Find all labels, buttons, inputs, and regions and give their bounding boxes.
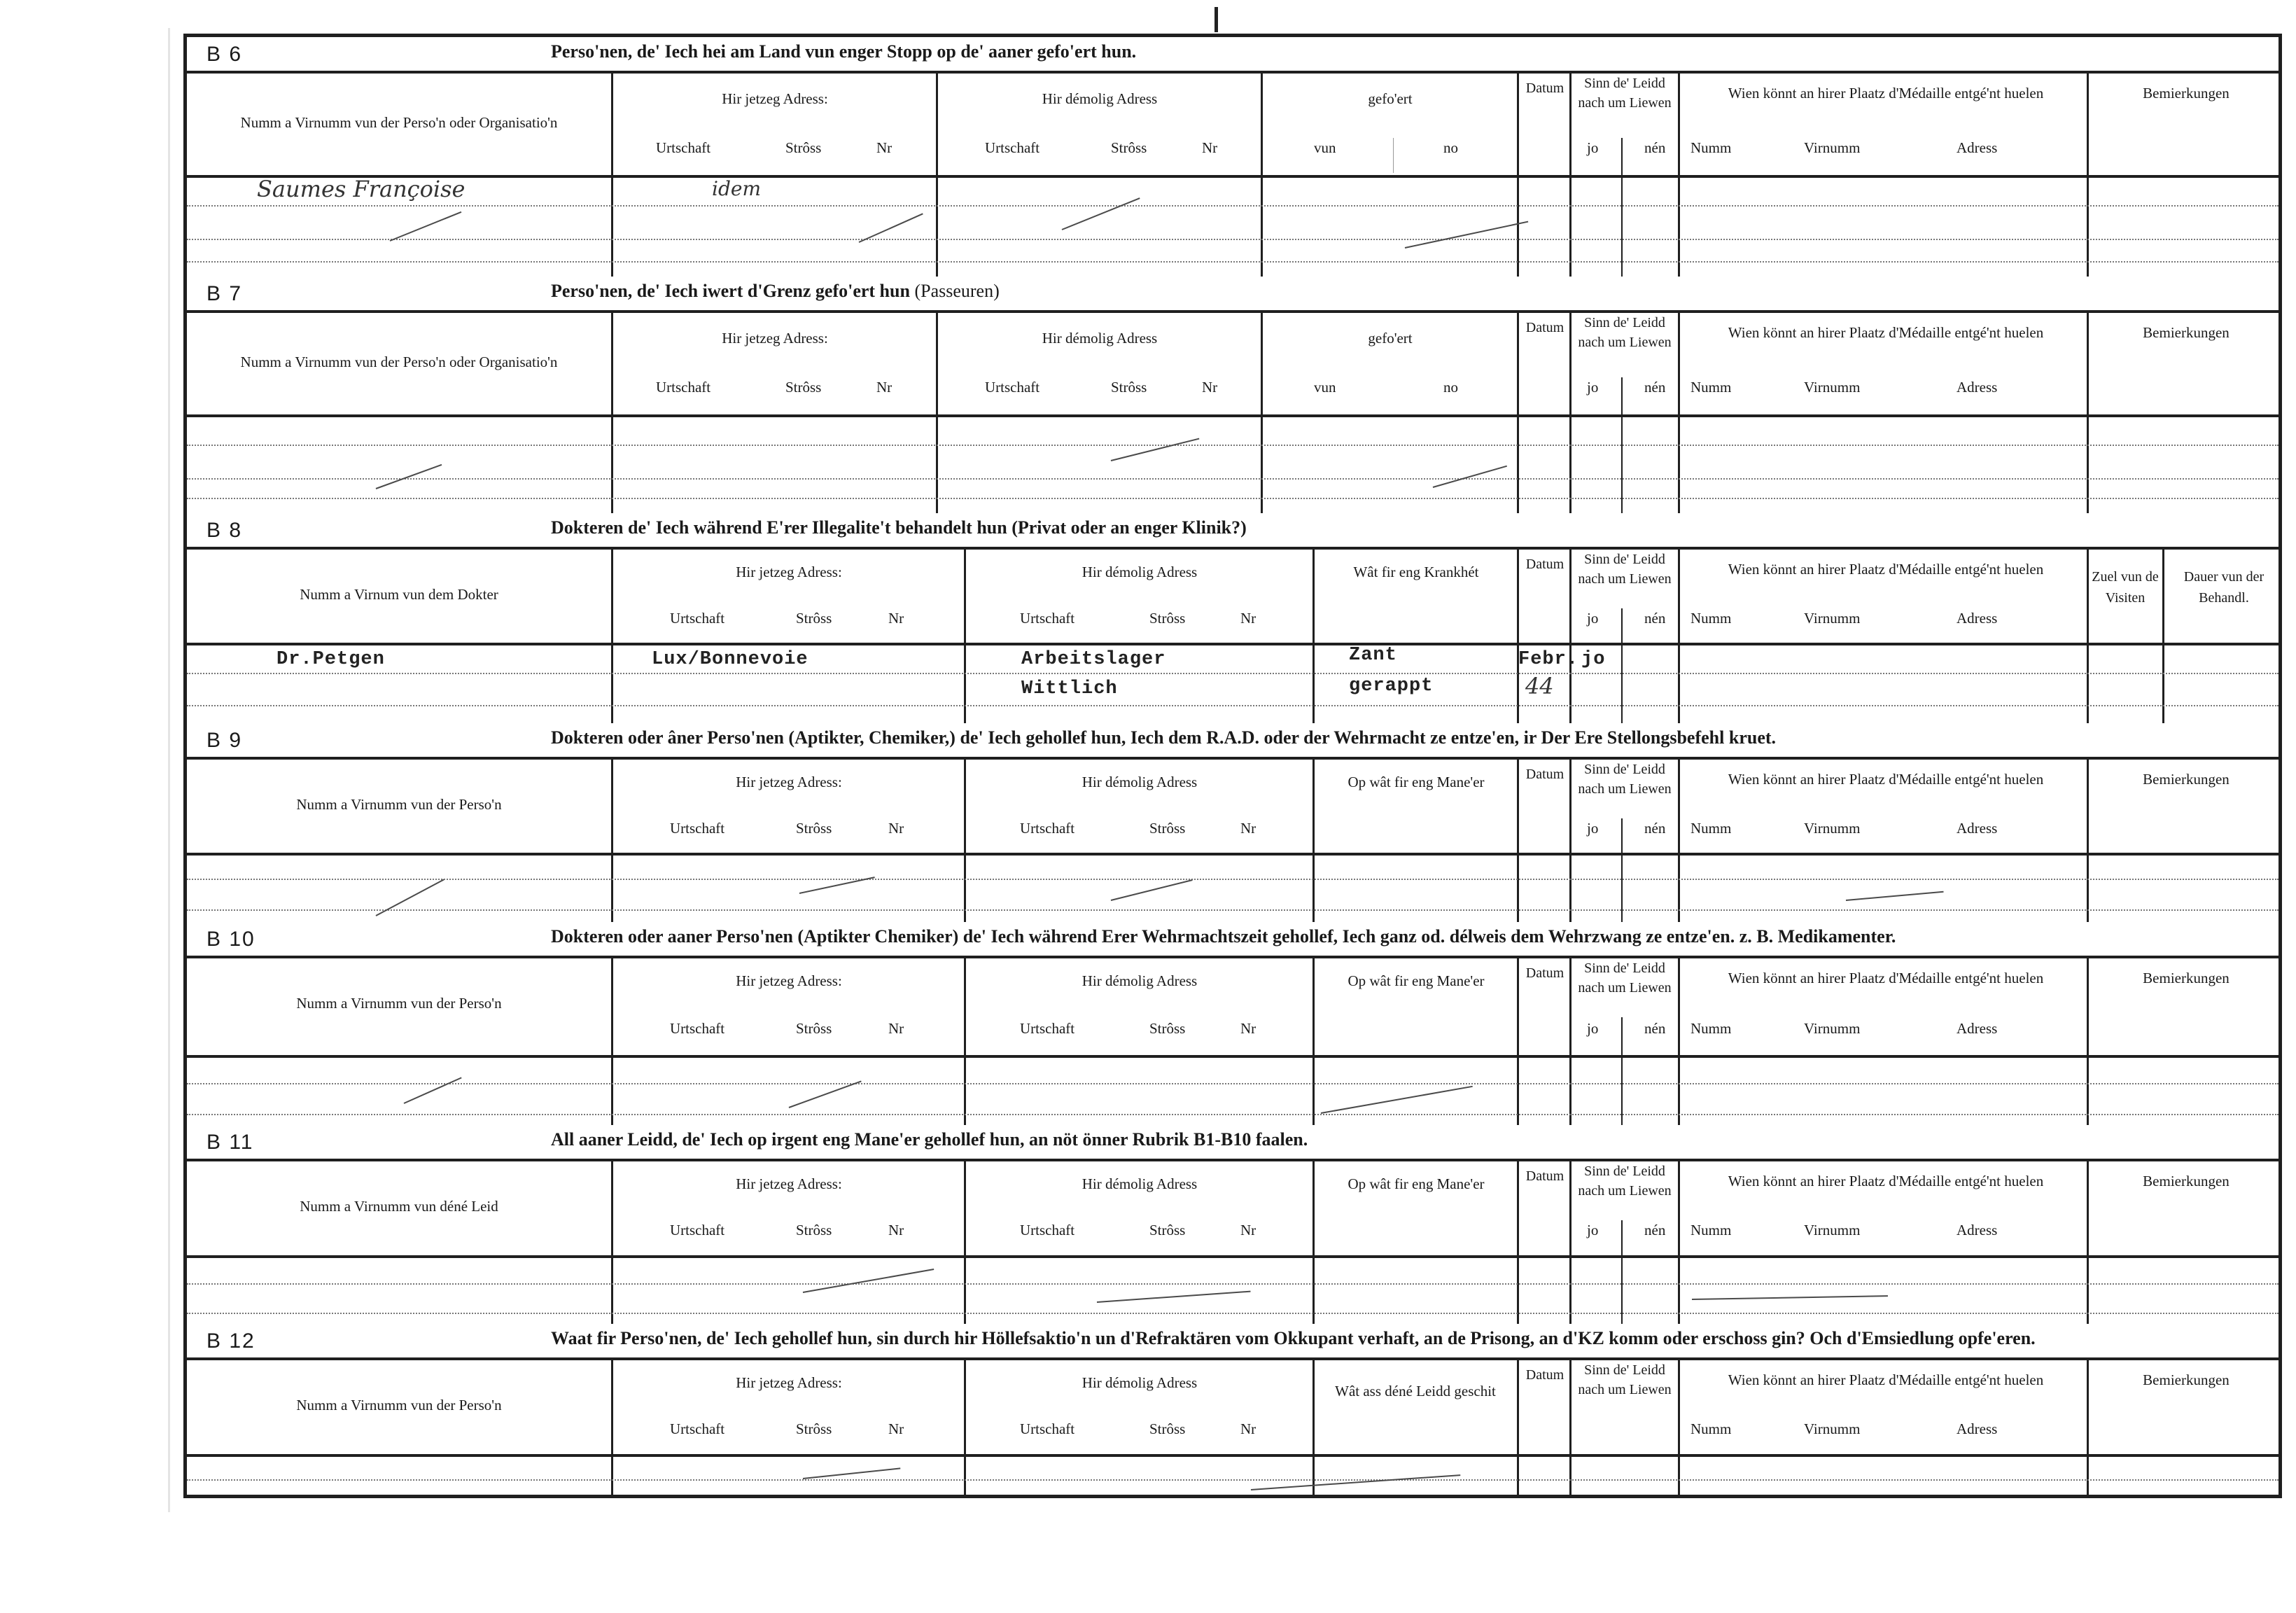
page-fold-shadow [168,28,170,1512]
section-code: B 6 [206,43,243,66]
col-header-current-address: Hir jetzeg Adress: [736,564,842,580]
sub-header-number: Nr [876,379,892,396]
section-code: B 8 [206,519,243,542]
sub-header-address: Adress [1956,1020,1998,1037]
col-header-remarks: Bemierkungen [2143,1371,2230,1388]
grid-rule [611,1360,613,1497]
grid-rule [1621,138,1623,277]
col-header-name: Numm a Virnumm vun der Perso'n oder Organisatio'n [240,354,558,370]
grid-rule [187,175,2278,178]
sub-header-street: Strôss [796,1420,832,1437]
grid-rule [611,74,613,277]
handwritten-entry-name: Saumes Françoise [257,176,465,202]
section-title [551,281,1000,302]
section-grid [187,1357,2278,1497]
col-header-alive: Sinn de' Leidd nach um Liewen [1578,1164,1672,1199]
col-header-how: Op wât fir eng Mane'er [1348,1175,1485,1192]
section-title: All aaner Leidd, de' Iech op irgent eng Mane'er gehollef hun, an nöt önner Rubrik B1-B10 faalen. [551,1129,1308,1150]
grid-rule [964,958,966,1125]
section-title: Dokteren de' Iech während E'rer Illegalite't behandelt hun (Privat oder an enger Klinik?) [551,517,1247,538]
col-header-name: Numm a Virnumm vun der Perso'n oder Organisatio'n [240,114,558,131]
grid-rule [1517,760,1519,922]
dash-stroke [1097,1291,1251,1303]
col-header-former-address: Hir démolig Adress [1042,330,1158,347]
grid-rule [187,879,2278,880]
col-header-former-address: Hir démolig Adress [1042,90,1158,107]
col-header-medal: Wien könnt an hirer Plaatz d'Médaille entgé'nt huelen [1728,970,2044,986]
col-header-remarks: Bemierkungen [2143,771,2230,788]
sub-header-name: Numm [1690,820,1732,837]
sub-header-yes: jo [1587,610,1599,627]
grid-rule [187,1283,2278,1285]
grid-rule [187,498,2278,499]
typed-entry-former-2: Wittlich [1021,678,1118,699]
section-b8 [187,513,2278,723]
col-header-remarks: Bemierkungen [2143,970,2230,986]
sub-header-number: Nr [888,820,904,837]
col-header-how: Op wât fir eng Mane'er [1348,972,1485,989]
section-b7 [187,277,2278,513]
sub-header-firstname: Virnumm [1804,379,1861,396]
dash-stroke [390,211,462,242]
sub-header-address: Adress [1956,379,1998,396]
sub-header-number: Nr [1240,1020,1256,1037]
dash-stroke [404,1077,462,1103]
section-b6 [187,37,2278,277]
grid-rule [187,478,2278,480]
sub-header-street: Strôss [1111,139,1147,156]
col-header-former-address: Hir démolig Adress [1082,774,1198,790]
grid-rule [187,261,2278,263]
sub-header-name: Numm [1690,610,1732,627]
sub-header-place: Urtschaft [1020,1222,1075,1238]
grid-rule [1678,760,1680,922]
sub-header-yes: jo [1587,1222,1599,1238]
dash-stroke [1321,1086,1473,1114]
sub-header-firstname: Virnumm [1804,820,1861,837]
handwritten-entry-date-2: 44 [1525,673,1554,699]
col-header-what-done: Wât ass déné Leidd geschit [1335,1383,1496,1399]
col-header-alive: Sinn de' Leidd nach um Liewen [1578,315,1672,350]
grid-rule [2087,1161,2089,1324]
col-header-illness: Wât fir eng Krankhét [1353,564,1479,580]
grid-rule [936,313,938,513]
sub-header-name: Numm [1690,379,1732,396]
sub-header-yes: jo [1587,379,1599,396]
section-title-text: Perso'nen, de' Iech iwert d'Grenz gefo'ert hun [551,281,910,301]
sub-header-place: Urtschaft [670,1222,725,1238]
grid-rule [187,643,2278,645]
grid-rule [1312,958,1315,1125]
grid-rule [1517,313,1519,513]
sub-header-street: Strôss [796,1020,832,1037]
typed-entry-alive: jo [1581,649,1606,670]
col-header-name: Numm a Virnumm vun der Perso'n [296,995,502,1012]
col-header-current-address: Hir jetzeg Adress: [736,774,842,790]
section-grid [187,956,2278,1125]
sub-header-no: nén [1644,610,1666,627]
grid-rule [1312,550,1315,723]
col-header-name: Numm a Virnumm vun déné Leid [300,1198,498,1215]
grid-rule [187,239,2278,240]
grid-rule [1517,550,1519,723]
col-header-date: Datum [1525,1367,1564,1383]
section-code: B 11 [206,1131,254,1154]
col-header-name: Numm a Virnumm vun der Perso'n [296,1397,502,1413]
grid-rule [1621,1017,1623,1125]
grid-rule [611,550,613,723]
grid-rule [187,414,2278,417]
grid-rule [964,760,966,922]
grid-rule [964,550,966,723]
section-title-aside: (Passeuren) [914,281,1000,301]
sub-header-place: Urtschaft [985,139,1040,156]
sub-header-from: vun [1314,379,1336,396]
grid-rule [1517,1360,1519,1497]
col-header-alive: Sinn de' Leidd nach um Liewen [1578,762,1672,797]
col-header-date: Datum [1525,767,1564,782]
col-header-alive: Sinn de' Leidd nach um Liewen [1578,76,1672,111]
sub-header-address: Adress [1956,610,1998,627]
grid-rule [1621,818,1623,922]
grid-rule [611,958,613,1125]
section-title: Waat fir Perso'nen, de' Iech gehollef hun, sin durch hir Höllefsaktio'n un d'Refraktären vom Okkupant verhaft, an de Prisong, an d'KZ komm oder erschoss gin? Och d'Emsiedlung opfe'eren. [551,1328,2036,1348]
section-code: B 12 [206,1329,255,1353]
section-b11 [187,1125,2278,1324]
dash-stroke [1062,197,1140,230]
col-header-alive: Sinn de' Leidd nach um Liewen [1578,961,1672,996]
sub-header-number: Nr [1240,820,1256,837]
sub-header-place: Urtschaft [656,139,711,156]
sub-header-firstname: Virnumm [1804,1222,1861,1238]
sub-header-street: Strôss [1149,610,1186,627]
sub-header-firstname: Virnumm [1804,610,1861,627]
grid-rule [1312,1161,1315,1324]
dash-stroke [1846,891,1944,901]
sub-header-place: Urtschaft [1020,610,1075,627]
dash-stroke [1251,1474,1460,1490]
sub-header-to: no [1443,139,1458,156]
dash-stroke [376,464,442,489]
sub-header-place: Urtschaft [656,379,711,396]
grid-rule [1312,760,1315,922]
grid-rule [187,1114,2278,1115]
section-grid [187,1159,2278,1324]
grid-rule [1678,550,1680,723]
grid-rule [2087,1360,2089,1497]
col-header-former-address: Hir démolig Adress [1082,564,1198,580]
grid-rule [1517,74,1519,277]
typed-entry-former-1: Arbeitslager [1021,649,1166,670]
col-header-duration: Dauer vun der Behandl. [2183,569,2264,606]
grid-rule [1393,138,1394,173]
grid-rule [187,673,2278,674]
section-b10 [187,922,2278,1125]
grid-rule [1261,313,1263,513]
grid-rule [1621,1220,1623,1324]
section-title: Dokteren oder aaner Perso'nen (Aptikter Chemiker) de' Iech während Erer Wehrmachtszeit gehollef, Iech ganz od. délweis dem Wehrzwang ze entze'en. z. B. Medikamenter. [551,926,1896,947]
grid-rule [187,705,2278,706]
typed-entry-current: Lux/Bonnevoie [652,649,808,670]
grid-rule [611,1161,613,1324]
sub-header-street: Strôss [1149,820,1186,837]
col-header-name: Numm a Virnumm vun der Perso'n [296,796,502,813]
dash-stroke [803,1467,900,1479]
sub-header-from: vun [1314,139,1336,156]
sub-header-number: Nr [888,1420,904,1437]
dash-stroke [1692,1295,1888,1300]
grid-rule [1678,74,1680,277]
sub-header-address: Adress [1956,1420,1998,1437]
sub-header-street: Strôss [1149,1420,1186,1437]
grid-rule [1678,958,1680,1125]
typed-entry-date-1: Febr. [1518,649,1579,670]
grid-rule [187,853,2278,856]
section-b9 [187,723,2278,922]
grid-rule [2087,760,2089,922]
grid-rule [611,313,613,513]
sub-header-address: Adress [1956,1222,1998,1238]
sub-header-street: Strôss [1149,1020,1186,1037]
grid-rule [187,1083,2278,1084]
grid-rule [2162,550,2164,723]
col-header-medal: Wien könnt an hirer Plaatz d'Médaille entgé'nt huelen [1728,1173,2044,1189]
grid-rule [964,1161,966,1324]
dash-stroke [1111,879,1193,901]
sub-header-place: Urtschaft [670,820,725,837]
sub-header-street: Strôss [796,820,832,837]
sub-header-place: Urtschaft [670,1420,725,1437]
typed-entry-illness-1: Zant [1349,645,1397,666]
col-header-current-address: Hir jetzeg Adress: [736,972,842,989]
sub-header-address: Adress [1956,139,1998,156]
sub-header-no: nén [1644,379,1666,396]
grid-rule [611,760,613,922]
sub-header-street: Strôss [796,1222,832,1238]
sub-header-number: Nr [888,610,904,627]
grid-rule [187,1255,2278,1258]
typed-entry-illness-2: gerappt [1349,676,1434,697]
section-code: B 9 [206,729,243,752]
sub-header-place: Urtschaft [1020,1420,1075,1437]
sub-header-place: Urtschaft [670,1020,725,1037]
grid-rule [1312,1360,1315,1497]
grid-rule [1517,958,1519,1125]
col-header-date: Datum [1525,965,1564,981]
section-grid [187,757,2278,922]
sub-header-no: nén [1644,820,1666,837]
sub-header-number: Nr [1202,139,1218,156]
col-header-medal: Wien könnt an hirer Plaatz d'Médaille entgé'nt huelen [1728,85,2044,102]
grid-rule [187,1454,2278,1457]
col-header-alive: Sinn de' Leidd nach um Liewen [1578,1362,1672,1397]
grid-rule [1261,74,1263,277]
grid-rule [964,1360,966,1497]
sub-header-place: Urtschaft [1020,1020,1075,1037]
sub-header-yes: jo [1587,820,1599,837]
sub-header-street: Strôss [1149,1222,1186,1238]
sub-header-yes: jo [1587,1020,1599,1037]
grid-rule [187,909,2278,911]
dash-stroke [1405,221,1528,249]
sub-header-name: Numm [1690,1222,1732,1238]
grid-rule [187,205,2278,207]
col-header-remarks: Bemierkungen [2143,85,2230,102]
section-title: Perso'nen, de' Iech hei am Land vun enger Stopp op de' aaner gefo'ert hun. [551,41,1137,62]
sub-header-name: Numm [1690,139,1732,156]
sub-header-firstname: Virnumm [1804,139,1861,156]
col-header-name: Numm a Virnum vun dem Dokter [300,586,498,603]
sub-header-street: Strôss [796,610,832,627]
grid-rule [2087,74,2089,277]
col-header-medal: Wien könnt an hirer Plaatz d'Médaille entgé'nt huelen [1728,1371,2044,1388]
section-code: B 7 [206,282,243,305]
sub-header-firstname: Virnumm [1804,1420,1861,1437]
dash-stroke [789,1080,862,1108]
sub-header-number: Nr [888,1222,904,1238]
col-header-date: Datum [1525,320,1564,335]
sub-header-name: Numm [1690,1020,1732,1037]
dash-stroke [803,1269,934,1293]
grid-rule [187,445,2278,446]
section-grid [187,310,2278,513]
col-header-medal: Wien könnt an hirer Plaatz d'Médaille entgé'nt huelen [1728,561,2044,578]
sub-header-yes: jo [1587,139,1599,156]
col-header-alive: Sinn de' Leidd nach um Liewen [1578,552,1672,587]
grid-rule [187,1313,2278,1314]
sub-header-place: Urtschaft [985,379,1040,396]
col-header-medal: Wien könnt an hirer Plaatz d'Médaille entgé'nt huelen [1728,324,2044,341]
handwritten-entry-current: idem [712,177,761,200]
sub-header-firstname: Virnumm [1804,1020,1861,1037]
col-header-current-address: Hir jetzeg Adress: [736,1175,842,1192]
questionnaire-form [183,34,2282,1498]
col-header-remarks: Bemierkungen [2143,1173,2230,1189]
section-grid [187,547,2278,723]
sub-header-address: Adress [1956,820,1998,837]
col-header-current-address: Hir jetzeg Adress: [722,90,828,107]
col-header-date: Datum [1525,1168,1564,1184]
sub-header-to: no [1443,379,1458,396]
sub-header-place: Urtschaft [1020,820,1075,837]
col-header-date: Datum [1525,81,1564,96]
section-code: B 10 [206,928,255,951]
grid-rule [936,74,938,277]
col-header-remarks: Bemierkungen [2143,324,2230,341]
sub-header-number: Nr [1202,379,1218,396]
sub-header-street: Strôss [1111,379,1147,396]
grid-rule [2087,313,2089,513]
col-header-former-address: Hir démolig Adress [1082,972,1198,989]
col-header-transported: gefo'ert [1368,90,1413,107]
col-header-how: Op wât fir eng Mane'er [1348,774,1485,790]
col-header-former-address: Hir démolig Adress [1082,1175,1198,1192]
grid-rule [1517,1161,1519,1324]
col-header-current-address: Hir jetzeg Adress: [736,1374,842,1391]
sub-header-number: Nr [1240,610,1256,627]
grid-rule [187,1479,2278,1481]
sub-header-number: Nr [876,139,892,156]
section-grid [187,71,2278,277]
sub-header-street: Strôss [785,139,822,156]
typed-entry-name: Dr.Petgen [276,649,385,670]
sub-header-no: nén [1644,139,1666,156]
col-header-former-address: Hir démolig Adress [1082,1374,1198,1391]
col-header-medal: Wien könnt an hirer Plaatz d'Médaille entgé'nt huelen [1728,771,2044,788]
sub-header-name: Numm [1690,1420,1732,1437]
section-title: Dokteren oder âner Perso'nen (Aptikter, Chemiker,) de' Iech gehollef hun, Iech dem R.A.D. oder der Wehrmacht ze entze'en, ir Der Ere Stellongsbefehl kruet. [551,727,1777,748]
grid-rule [1678,1360,1680,1497]
grid-rule [1678,313,1680,513]
grid-rule [2087,958,2089,1125]
sub-header-no: nén [1644,1020,1666,1037]
dash-stroke [1433,466,1507,488]
dash-stroke [1111,438,1200,461]
col-header-transported: gefo'ert [1368,330,1413,347]
sub-header-number: Nr [1240,1222,1256,1238]
grid-rule [187,1055,2278,1058]
sub-header-number: Nr [1240,1420,1256,1437]
col-header-current-address: Hir jetzeg Adress: [722,330,828,347]
section-b12 [187,1324,2278,1497]
sub-header-no: nén [1644,1222,1666,1238]
col-header-visits: Zuel vun de Visiten [2092,569,2159,606]
grid-rule [1678,1161,1680,1324]
sub-header-number: Nr [888,1020,904,1037]
col-header-date: Datum [1525,557,1564,572]
sub-header-street: Strôss [785,379,822,396]
top-fold-mark [1214,7,1218,32]
sub-header-place: Urtschaft [670,610,725,627]
